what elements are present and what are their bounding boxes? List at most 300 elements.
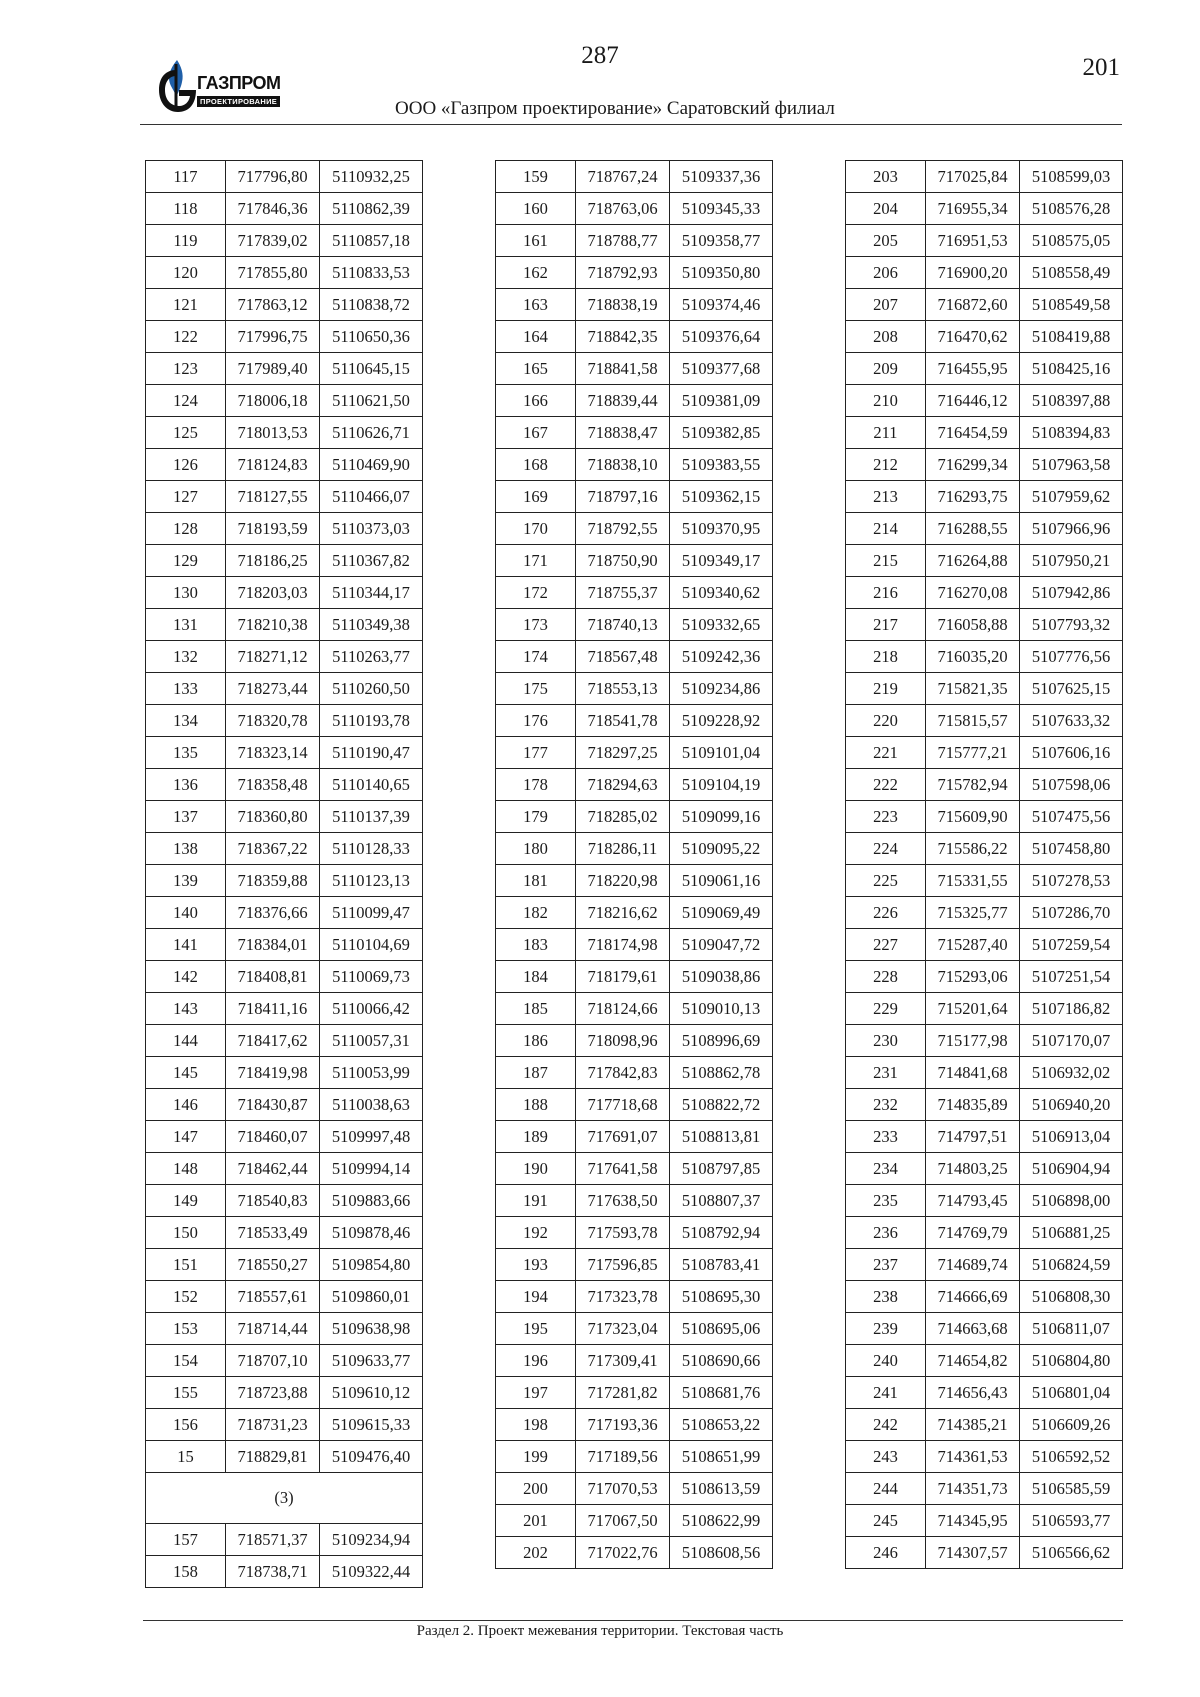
x-coordinate: 717691,07 bbox=[576, 1121, 670, 1153]
y-coordinate: 5106904,94 bbox=[1020, 1153, 1123, 1185]
table-row bbox=[496, 769, 773, 801]
x-coordinate: 718462,44 bbox=[226, 1153, 320, 1185]
table-row bbox=[846, 353, 1123, 385]
x-coordinate: 718179,61 bbox=[576, 961, 670, 993]
y-coordinate: 5110932,25 bbox=[320, 161, 423, 193]
table-row bbox=[846, 1345, 1123, 1377]
point-number: 165 bbox=[496, 353, 576, 385]
x-coordinate: 718553,13 bbox=[576, 673, 670, 705]
y-coordinate: 5109860,01 bbox=[320, 1281, 423, 1313]
x-coordinate: 715331,55 bbox=[926, 865, 1020, 897]
x-coordinate: 717839,02 bbox=[226, 225, 320, 257]
table-row bbox=[146, 481, 423, 513]
table-row bbox=[846, 449, 1123, 481]
x-coordinate: 718367,22 bbox=[226, 833, 320, 865]
table-row bbox=[496, 1025, 773, 1057]
point-number: 240 bbox=[846, 1345, 926, 1377]
y-coordinate: 5108807,37 bbox=[670, 1185, 773, 1217]
x-coordinate: 718216,62 bbox=[576, 897, 670, 929]
y-coordinate: 5109994,14 bbox=[320, 1153, 423, 1185]
point-number: 131 bbox=[146, 609, 226, 641]
table-row bbox=[146, 993, 423, 1025]
y-coordinate: 5110066,42 bbox=[320, 993, 423, 1025]
y-coordinate: 5108397,88 bbox=[1020, 385, 1123, 417]
y-coordinate: 5109061,16 bbox=[670, 865, 773, 897]
x-coordinate: 718286,11 bbox=[576, 833, 670, 865]
y-coordinate: 5110137,39 bbox=[320, 801, 423, 833]
y-coordinate: 5106811,07 bbox=[1020, 1313, 1123, 1345]
y-coordinate: 5109381,09 bbox=[670, 385, 773, 417]
point-number: 215 bbox=[846, 545, 926, 577]
table-row bbox=[496, 737, 773, 769]
y-coordinate: 5109362,15 bbox=[670, 481, 773, 513]
x-coordinate: 714351,73 bbox=[926, 1473, 1020, 1505]
y-coordinate: 5110645,15 bbox=[320, 353, 423, 385]
y-coordinate: 5109370,95 bbox=[670, 513, 773, 545]
table-row bbox=[146, 1313, 423, 1345]
x-coordinate: 718838,19 bbox=[576, 289, 670, 321]
table-row bbox=[496, 161, 773, 193]
point-number: 244 bbox=[846, 1473, 926, 1505]
table-row bbox=[146, 545, 423, 577]
table-row bbox=[496, 577, 773, 609]
table-row bbox=[846, 1089, 1123, 1121]
table-row bbox=[846, 1057, 1123, 1089]
table-row bbox=[496, 1505, 773, 1537]
point-number: 158 bbox=[146, 1556, 226, 1588]
footer-section-title: Раздел 2. Проект межевания территории. Текстовая часть bbox=[416, 1623, 784, 1639]
x-coordinate: 714361,53 bbox=[926, 1441, 1020, 1473]
x-coordinate: 717846,36 bbox=[226, 193, 320, 225]
x-coordinate: 718408,81 bbox=[226, 961, 320, 993]
y-coordinate: 5106566,62 bbox=[1020, 1537, 1123, 1569]
y-coordinate: 5109638,98 bbox=[320, 1313, 423, 1345]
table-row bbox=[496, 289, 773, 321]
point-number: 142 bbox=[146, 961, 226, 993]
y-coordinate: 5109610,12 bbox=[320, 1377, 423, 1409]
table-row bbox=[146, 1217, 423, 1249]
table-row bbox=[496, 1441, 773, 1473]
point-number: 134 bbox=[146, 705, 226, 737]
table-row bbox=[846, 1377, 1123, 1409]
point-number: 135 bbox=[146, 737, 226, 769]
table-row bbox=[496, 641, 773, 673]
y-coordinate: 5110260,50 bbox=[320, 673, 423, 705]
logo-name: ГАЗПРОМ bbox=[197, 73, 281, 93]
point-number: 228 bbox=[846, 961, 926, 993]
table-row bbox=[146, 353, 423, 385]
x-coordinate: 718220,98 bbox=[576, 865, 670, 897]
point-number: 230 bbox=[846, 1025, 926, 1057]
point-number: 180 bbox=[496, 833, 576, 865]
table-row bbox=[146, 1556, 423, 1588]
contour-note: (3) bbox=[146, 1473, 423, 1524]
point-number: 211 bbox=[846, 417, 926, 449]
y-coordinate: 5110857,18 bbox=[320, 225, 423, 257]
table-row bbox=[846, 257, 1123, 289]
x-coordinate: 718723,88 bbox=[226, 1377, 320, 1409]
table-row bbox=[846, 929, 1123, 961]
point-number: 223 bbox=[846, 801, 926, 833]
y-coordinate: 5106932,02 bbox=[1020, 1057, 1123, 1089]
table-row bbox=[496, 1473, 773, 1505]
table-row bbox=[146, 257, 423, 289]
y-coordinate: 5106585,59 bbox=[1020, 1473, 1123, 1505]
table-row bbox=[846, 289, 1123, 321]
x-coordinate: 718271,12 bbox=[226, 641, 320, 673]
point-number: 140 bbox=[146, 897, 226, 929]
y-coordinate: 5109615,33 bbox=[320, 1409, 423, 1441]
x-coordinate: 715201,64 bbox=[926, 993, 1020, 1025]
point-number: 125 bbox=[146, 417, 226, 449]
y-coordinate: 5108419,88 bbox=[1020, 321, 1123, 353]
table-row bbox=[146, 385, 423, 417]
x-coordinate: 718323,14 bbox=[226, 737, 320, 769]
point-number: 237 bbox=[846, 1249, 926, 1281]
point-number: 153 bbox=[146, 1313, 226, 1345]
x-coordinate: 717842,83 bbox=[576, 1057, 670, 1089]
y-coordinate: 5109476,40 bbox=[320, 1441, 423, 1473]
x-coordinate: 718186,25 bbox=[226, 545, 320, 577]
point-number: 161 bbox=[496, 225, 576, 257]
point-number: 132 bbox=[146, 641, 226, 673]
point-number: 162 bbox=[496, 257, 576, 289]
x-coordinate: 717796,80 bbox=[226, 161, 320, 193]
x-coordinate: 717855,80 bbox=[226, 257, 320, 289]
point-number: 118 bbox=[146, 193, 226, 225]
table-row bbox=[496, 1377, 773, 1409]
point-number: 139 bbox=[146, 865, 226, 897]
y-coordinate: 5108690,66 bbox=[670, 1345, 773, 1377]
y-coordinate: 5107963,58 bbox=[1020, 449, 1123, 481]
table-row bbox=[496, 833, 773, 865]
y-coordinate: 5110099,47 bbox=[320, 897, 423, 929]
x-coordinate: 718792,55 bbox=[576, 513, 670, 545]
y-coordinate: 5110123,13 bbox=[320, 865, 423, 897]
point-number: 145 bbox=[146, 1057, 226, 1089]
point-number: 122 bbox=[146, 321, 226, 353]
table-row bbox=[146, 897, 423, 929]
x-coordinate: 718376,66 bbox=[226, 897, 320, 929]
point-number: 186 bbox=[496, 1025, 576, 1057]
x-coordinate: 718571,37 bbox=[226, 1524, 320, 1556]
point-number: 234 bbox=[846, 1153, 926, 1185]
point-number: 174 bbox=[496, 641, 576, 673]
table-row bbox=[846, 641, 1123, 673]
point-number: 154 bbox=[146, 1345, 226, 1377]
table-row bbox=[496, 1281, 773, 1313]
point-number: 218 bbox=[846, 641, 926, 673]
point-number: 206 bbox=[846, 257, 926, 289]
y-coordinate: 5107286,70 bbox=[1020, 897, 1123, 929]
y-coordinate: 5109854,80 bbox=[320, 1249, 423, 1281]
table-row bbox=[146, 289, 423, 321]
x-coordinate: 718193,59 bbox=[226, 513, 320, 545]
x-coordinate: 718740,13 bbox=[576, 609, 670, 641]
table-row bbox=[496, 1057, 773, 1089]
table-row bbox=[846, 225, 1123, 257]
y-coordinate: 5110263,77 bbox=[320, 641, 423, 673]
table-row bbox=[146, 1281, 423, 1313]
x-coordinate: 718541,78 bbox=[576, 705, 670, 737]
y-coordinate: 5109228,92 bbox=[670, 705, 773, 737]
x-coordinate: 717596,85 bbox=[576, 1249, 670, 1281]
y-coordinate: 5109099,16 bbox=[670, 801, 773, 833]
table-row bbox=[496, 225, 773, 257]
x-coordinate: 718829,81 bbox=[226, 1441, 320, 1473]
x-coordinate: 718203,03 bbox=[226, 577, 320, 609]
x-coordinate: 718320,78 bbox=[226, 705, 320, 737]
x-coordinate: 714803,25 bbox=[926, 1153, 1020, 1185]
y-coordinate: 5109234,86 bbox=[670, 673, 773, 705]
x-coordinate: 718430,87 bbox=[226, 1089, 320, 1121]
point-number: 183 bbox=[496, 929, 576, 961]
table-row bbox=[846, 1505, 1123, 1537]
x-coordinate: 716264,88 bbox=[926, 545, 1020, 577]
y-coordinate: 5107458,80 bbox=[1020, 833, 1123, 865]
y-coordinate: 5108695,30 bbox=[670, 1281, 773, 1313]
x-coordinate: 715821,35 bbox=[926, 673, 1020, 705]
y-coordinate: 5110190,47 bbox=[320, 737, 423, 769]
x-coordinate: 716058,88 bbox=[926, 609, 1020, 641]
table-row bbox=[846, 737, 1123, 769]
x-coordinate: 714793,45 bbox=[926, 1185, 1020, 1217]
point-number: 157 bbox=[146, 1524, 226, 1556]
point-number: 224 bbox=[846, 833, 926, 865]
point-number: 137 bbox=[146, 801, 226, 833]
x-coordinate: 718013,53 bbox=[226, 417, 320, 449]
table-row bbox=[846, 1313, 1123, 1345]
x-coordinate: 717070,53 bbox=[576, 1473, 670, 1505]
x-coordinate: 714345,95 bbox=[926, 1505, 1020, 1537]
y-coordinate: 5110057,31 bbox=[320, 1025, 423, 1057]
point-number: 149 bbox=[146, 1185, 226, 1217]
table-row bbox=[496, 321, 773, 353]
x-coordinate: 718540,83 bbox=[226, 1185, 320, 1217]
table-row bbox=[496, 257, 773, 289]
y-coordinate: 5108599,03 bbox=[1020, 161, 1123, 193]
x-coordinate: 718411,16 bbox=[226, 993, 320, 1025]
table-row bbox=[146, 321, 423, 353]
point-number: 198 bbox=[496, 1409, 576, 1441]
point-number: 246 bbox=[846, 1537, 926, 1569]
table-row bbox=[146, 1249, 423, 1281]
table-row bbox=[146, 513, 423, 545]
point-number: 204 bbox=[846, 193, 926, 225]
y-coordinate: 5109010,13 bbox=[670, 993, 773, 1025]
x-coordinate: 718750,90 bbox=[576, 545, 670, 577]
table-row bbox=[146, 769, 423, 801]
y-coordinate: 5109358,77 bbox=[670, 225, 773, 257]
point-number: 200 bbox=[496, 1473, 576, 1505]
point-number: 231 bbox=[846, 1057, 926, 1089]
table-row bbox=[496, 449, 773, 481]
y-coordinate: 5109345,33 bbox=[670, 193, 773, 225]
y-coordinate: 5110862,39 bbox=[320, 193, 423, 225]
y-coordinate: 5106808,30 bbox=[1020, 1281, 1123, 1313]
y-coordinate: 5110469,90 bbox=[320, 449, 423, 481]
x-coordinate: 718550,27 bbox=[226, 1249, 320, 1281]
table-row bbox=[846, 417, 1123, 449]
point-number: 229 bbox=[846, 993, 926, 1025]
x-coordinate: 718006,18 bbox=[226, 385, 320, 417]
point-number: 194 bbox=[496, 1281, 576, 1313]
x-coordinate: 716955,34 bbox=[926, 193, 1020, 225]
point-number: 160 bbox=[496, 193, 576, 225]
y-coordinate: 5110038,63 bbox=[320, 1089, 423, 1121]
table-row bbox=[496, 1313, 773, 1345]
table-row bbox=[846, 1441, 1123, 1473]
y-coordinate: 5109095,22 bbox=[670, 833, 773, 865]
point-number: 126 bbox=[146, 449, 226, 481]
point-number: 169 bbox=[496, 481, 576, 513]
x-coordinate: 717193,36 bbox=[576, 1409, 670, 1441]
coordinates-table-2 bbox=[495, 160, 773, 1569]
y-coordinate: 5109332,65 bbox=[670, 609, 773, 641]
x-coordinate: 718838,10 bbox=[576, 449, 670, 481]
y-coordinate: 5107966,96 bbox=[1020, 513, 1123, 545]
point-number: 128 bbox=[146, 513, 226, 545]
x-coordinate: 716446,12 bbox=[926, 385, 1020, 417]
x-coordinate: 717189,56 bbox=[576, 1441, 670, 1473]
table-row bbox=[146, 609, 423, 641]
x-coordinate: 716270,08 bbox=[926, 577, 1020, 609]
point-number: 155 bbox=[146, 1377, 226, 1409]
point-number: 179 bbox=[496, 801, 576, 833]
x-coordinate: 718797,16 bbox=[576, 481, 670, 513]
y-coordinate: 5106898,00 bbox=[1020, 1185, 1123, 1217]
table-row bbox=[496, 481, 773, 513]
y-coordinate: 5109104,19 bbox=[670, 769, 773, 801]
x-coordinate: 718763,06 bbox=[576, 193, 670, 225]
point-number: 185 bbox=[496, 993, 576, 1025]
x-coordinate: 718098,96 bbox=[576, 1025, 670, 1057]
x-coordinate: 718297,25 bbox=[576, 737, 670, 769]
point-number: 232 bbox=[846, 1089, 926, 1121]
table-row bbox=[846, 769, 1123, 801]
y-coordinate: 5107606,16 bbox=[1020, 737, 1123, 769]
x-coordinate: 718557,61 bbox=[226, 1281, 320, 1313]
y-coordinate: 5110069,73 bbox=[320, 961, 423, 993]
point-number: 196 bbox=[496, 1345, 576, 1377]
x-coordinate: 716035,20 bbox=[926, 641, 1020, 673]
table-row bbox=[846, 321, 1123, 353]
table-row bbox=[146, 1185, 423, 1217]
y-coordinate: 5110373,03 bbox=[320, 513, 423, 545]
table-row bbox=[846, 513, 1123, 545]
table-row bbox=[146, 225, 423, 257]
table-row bbox=[846, 1409, 1123, 1441]
y-coordinate: 5107950,21 bbox=[1020, 545, 1123, 577]
point-number: 210 bbox=[846, 385, 926, 417]
x-coordinate: 715293,06 bbox=[926, 961, 1020, 993]
x-coordinate: 717718,68 bbox=[576, 1089, 670, 1121]
table-row bbox=[146, 1057, 423, 1089]
y-coordinate: 5110344,17 bbox=[320, 577, 423, 609]
x-coordinate: 715325,77 bbox=[926, 897, 1020, 929]
y-coordinate: 5109340,62 bbox=[670, 577, 773, 609]
point-number: 152 bbox=[146, 1281, 226, 1313]
y-coordinate: 5110626,71 bbox=[320, 417, 423, 449]
point-number: 167 bbox=[496, 417, 576, 449]
table-row bbox=[846, 1217, 1123, 1249]
table-row bbox=[496, 897, 773, 929]
x-coordinate: 716293,75 bbox=[926, 481, 1020, 513]
y-coordinate: 5109069,49 bbox=[670, 897, 773, 929]
page-number-center: 287 bbox=[581, 42, 619, 69]
point-number: 168 bbox=[496, 449, 576, 481]
table-row bbox=[846, 833, 1123, 865]
x-coordinate: 716288,55 bbox=[926, 513, 1020, 545]
header-divider bbox=[140, 124, 1122, 125]
x-coordinate: 718707,10 bbox=[226, 1345, 320, 1377]
table-row-note bbox=[146, 1473, 423, 1524]
x-coordinate: 718174,98 bbox=[576, 929, 670, 961]
table-row bbox=[846, 1121, 1123, 1153]
y-coordinate: 5108822,72 bbox=[670, 1089, 773, 1121]
x-coordinate: 715782,94 bbox=[926, 769, 1020, 801]
point-number: 176 bbox=[496, 705, 576, 737]
y-coordinate: 5108558,49 bbox=[1020, 257, 1123, 289]
y-coordinate: 5107186,82 bbox=[1020, 993, 1123, 1025]
y-coordinate: 5109878,46 bbox=[320, 1217, 423, 1249]
y-coordinate: 5109047,72 bbox=[670, 929, 773, 961]
point-number: 133 bbox=[146, 673, 226, 705]
table-row bbox=[146, 801, 423, 833]
point-number: 235 bbox=[846, 1185, 926, 1217]
table-row bbox=[496, 1249, 773, 1281]
table-row bbox=[846, 1025, 1123, 1057]
table-row bbox=[496, 417, 773, 449]
point-number: 138 bbox=[146, 833, 226, 865]
y-coordinate: 5107251,54 bbox=[1020, 961, 1123, 993]
x-coordinate: 718731,23 bbox=[226, 1409, 320, 1441]
x-coordinate: 718419,98 bbox=[226, 1057, 320, 1089]
point-number: 221 bbox=[846, 737, 926, 769]
table-row bbox=[146, 705, 423, 737]
table-row bbox=[496, 1537, 773, 1569]
table-row bbox=[846, 865, 1123, 897]
point-number: 217 bbox=[846, 609, 926, 641]
x-coordinate: 718127,55 bbox=[226, 481, 320, 513]
point-number: 209 bbox=[846, 353, 926, 385]
y-coordinate: 5110053,99 bbox=[320, 1057, 423, 1089]
y-coordinate: 5109234,94 bbox=[320, 1524, 423, 1556]
x-coordinate: 716872,60 bbox=[926, 289, 1020, 321]
point-number: 243 bbox=[846, 1441, 926, 1473]
y-coordinate: 5108549,58 bbox=[1020, 289, 1123, 321]
point-number: 219 bbox=[846, 673, 926, 705]
x-coordinate: 716900,20 bbox=[926, 257, 1020, 289]
table-row bbox=[146, 833, 423, 865]
y-coordinate: 5108862,78 bbox=[670, 1057, 773, 1089]
point-number: 127 bbox=[146, 481, 226, 513]
y-coordinate: 5108695,06 bbox=[670, 1313, 773, 1345]
y-coordinate: 5109883,66 bbox=[320, 1185, 423, 1217]
point-number: 233 bbox=[846, 1121, 926, 1153]
gazprom-logo bbox=[155, 56, 281, 116]
x-coordinate: 714769,79 bbox=[926, 1217, 1020, 1249]
table-row bbox=[146, 865, 423, 897]
point-number: 227 bbox=[846, 929, 926, 961]
point-number: 187 bbox=[496, 1057, 576, 1089]
y-coordinate: 5106913,04 bbox=[1020, 1121, 1123, 1153]
table-row bbox=[146, 449, 423, 481]
point-number: 197 bbox=[496, 1377, 576, 1409]
y-coordinate: 5108653,22 bbox=[670, 1409, 773, 1441]
y-coordinate: 5107170,07 bbox=[1020, 1025, 1123, 1057]
y-coordinate: 5110104,69 bbox=[320, 929, 423, 961]
